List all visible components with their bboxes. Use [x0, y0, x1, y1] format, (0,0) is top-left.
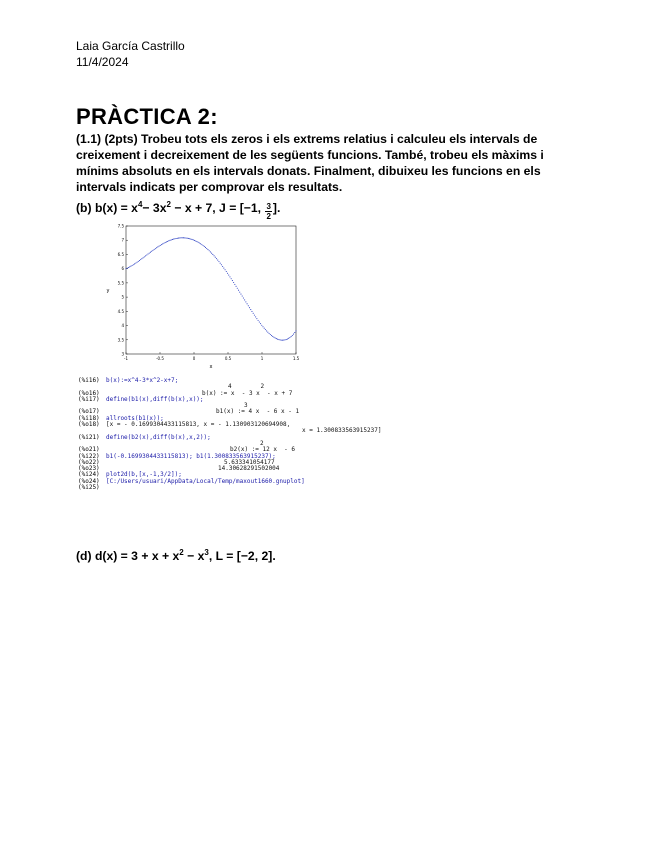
plot-point [242, 296, 243, 297]
plot-point [231, 278, 232, 279]
plot-point [280, 339, 281, 340]
maxima-line-label: (%o17) [78, 408, 100, 416]
maxima-input: allroots(b1(x)); [106, 414, 164, 422]
plot-point [156, 247, 157, 248]
plot-point [240, 294, 241, 295]
problem-statement: (1.1) (2pts) Trobeu tots els zeros i els extrems relatius i calculeu els intervals de creixement i decreixement de les següents funcions. També, trobeu els màxims i mínims absoluts en els intervals donats. Finalment, dibuixeu les funcions en els intervals indicats per comprovar els resultats. [76, 132, 544, 194]
maxima-line [78, 485, 598, 491]
plot-point [205, 247, 206, 248]
plot-point [212, 254, 213, 255]
maxima-line-label: (%o24) [78, 477, 100, 485]
y-tick-label: 4 [121, 323, 124, 329]
item-d-statement [76, 548, 276, 563]
plot-point [223, 268, 224, 269]
plot-point [292, 335, 293, 336]
maxima-line-label: (%i24) [78, 471, 100, 479]
plot-point [178, 238, 179, 239]
maxima-line-label: (%i22) [78, 452, 100, 460]
plot-point [206, 248, 207, 249]
item-b-term-3x: − 3x [142, 201, 167, 215]
plot-point [258, 320, 259, 321]
plot-point [189, 238, 190, 239]
plot-point [138, 261, 139, 262]
x-tick-label: 0.5 [224, 356, 232, 361]
plot-point [287, 338, 288, 339]
plot-point [284, 339, 285, 340]
plot-point [199, 242, 200, 243]
plot-point [265, 329, 266, 330]
plot-point [179, 237, 180, 238]
plot-point [147, 254, 148, 255]
plot-point [157, 246, 158, 247]
plot-point [129, 266, 130, 267]
maxima-line-label: (%i17) [78, 395, 100, 403]
y-tick-label: 7 [121, 237, 124, 243]
plot-point [278, 339, 279, 340]
y-tick-label: 7.5 [117, 223, 124, 229]
plot-point [245, 301, 246, 302]
plot-point [130, 266, 131, 267]
item-d-term-x: − x [183, 549, 205, 563]
x-tick-label: -1 [124, 356, 128, 361]
x-axis-label: x [209, 364, 213, 370]
plot-point [127, 268, 128, 269]
plot-point [218, 261, 219, 262]
plot-point [215, 257, 216, 258]
plot-point [177, 238, 178, 239]
plot-point [139, 260, 140, 261]
plot-point [222, 266, 223, 267]
item-b-prefix: (b) b(x) = x [76, 201, 138, 215]
maxima-exponent-line: 4 2 [228, 383, 265, 391]
plot-point [136, 262, 137, 263]
plot-point [234, 284, 235, 285]
plot-point [227, 273, 228, 274]
maxima-session [78, 378, 598, 491]
plot-point [204, 246, 205, 247]
fraction-denominator: 2 [266, 212, 271, 221]
plot-point [293, 334, 294, 335]
plot-point [163, 243, 164, 244]
plot-point [225, 269, 226, 270]
plot-point [269, 333, 270, 334]
plot-point [194, 240, 195, 241]
plot-point [256, 318, 257, 319]
plot-point [244, 299, 245, 300]
item-b-suffix: ]. [272, 201, 281, 215]
plot-point [209, 250, 210, 251]
plot-point [198, 242, 199, 243]
maxima-output: b2(x) := 12 x - 6 [230, 446, 296, 454]
plot-point [211, 253, 212, 254]
plot-point [195, 240, 196, 241]
item-b-exponent-2: 2 [166, 200, 171, 209]
plot-point [152, 250, 153, 251]
plot-point [154, 249, 155, 250]
plot-point [160, 245, 161, 246]
plot-point [255, 316, 256, 317]
plot-point [275, 337, 276, 338]
item-b-statement [76, 200, 280, 221]
plot-point [162, 243, 163, 244]
plot-point [167, 241, 168, 242]
plot-point [238, 290, 239, 291]
plot-point [229, 276, 230, 277]
plot-point [171, 239, 172, 240]
plot-point [232, 280, 233, 281]
x-tick-label: -0.5 [156, 356, 164, 361]
plot-point [132, 265, 133, 266]
plot-point [254, 315, 255, 316]
plot-point [291, 336, 292, 337]
plot-point [158, 246, 159, 247]
plot-point [276, 338, 277, 339]
y-tick-label: 3.5 [117, 337, 124, 343]
plot-point [133, 264, 134, 265]
maxima-input: b(x):=x^4-3*x^2-x+7; [106, 377, 179, 384]
plot-point [183, 237, 184, 238]
x-tick-label: 1.5 [292, 356, 300, 361]
y-tick-label: 4.5 [117, 308, 124, 314]
plot-point [128, 267, 129, 268]
plot-point [200, 243, 201, 244]
maxima-line-label: (%o16) [78, 389, 100, 397]
plot-point [165, 242, 166, 243]
plot-point [196, 241, 197, 242]
plot-point [267, 332, 268, 333]
plot-point [151, 251, 152, 252]
plot-point [144, 256, 145, 257]
plot-point [264, 328, 265, 329]
plot-point [262, 326, 263, 327]
plot-point [176, 238, 177, 239]
plot-point [226, 271, 227, 272]
maxima-input: define(b2(x),diff(b(x),x,2)); [106, 433, 211, 441]
item-d-exponent-3: 3 [204, 548, 209, 557]
plot-point [266, 330, 267, 331]
plot-point [184, 237, 185, 238]
plot-point [289, 337, 290, 338]
plot-point [260, 323, 261, 324]
plot-point [140, 259, 141, 260]
plot-point [247, 303, 248, 304]
plot-point [172, 239, 173, 240]
plot-point [174, 238, 175, 239]
plot-point [203, 245, 204, 246]
plot-point [193, 239, 194, 240]
plot-point [146, 254, 147, 255]
plot-point [243, 297, 244, 298]
maxima-output: 14.30628291502004 [218, 465, 280, 473]
maxima-line-label: (%i18) [78, 414, 100, 422]
plot-point [273, 337, 274, 338]
y-tick-label: 3 [121, 351, 124, 357]
plot-point [150, 252, 151, 253]
plot-point [182, 237, 183, 238]
plot-point [149, 253, 150, 254]
maxima-exponent-line: 3 [244, 402, 248, 410]
maxima-output: b(x) := x - 3 x - x + 7 [202, 389, 293, 397]
plot-point [143, 257, 144, 258]
y-tick-label: 5 [121, 294, 124, 300]
plot-point [253, 313, 254, 314]
document-date: 11/4/2024 [76, 55, 129, 69]
maxima-line-label: (%o23) [78, 465, 100, 473]
plot-point [237, 288, 238, 289]
plot-point [286, 339, 287, 340]
plot-point [168, 240, 169, 241]
plot-point [288, 338, 289, 339]
x-tick-label: 0 [192, 356, 196, 361]
y-tick-label: 6 [121, 266, 124, 272]
page-title: PRÀCTICA 2: [76, 104, 218, 129]
plot-point [261, 325, 262, 326]
plot-point [207, 249, 208, 250]
function-plot [100, 222, 305, 370]
maxima-output: b1(x) := 4 x - 6 x - 1 [216, 408, 300, 416]
plot-point [190, 239, 191, 240]
plot-point [210, 251, 211, 252]
plot-point [217, 260, 218, 261]
plot-point [216, 258, 217, 259]
maxima-output: 5.633341054177 [224, 458, 275, 466]
plot-point [191, 239, 192, 240]
plot-point [270, 334, 271, 335]
maxima-output: x = 1.300833563915237] [302, 427, 382, 435]
plot-point [249, 307, 250, 308]
plot-point [134, 263, 135, 264]
plot-point [221, 264, 222, 265]
author-name: Laia García Castrillo [76, 39, 185, 53]
y-tick-label: 6.5 [117, 251, 124, 257]
plot-point [248, 305, 249, 306]
plot-point [145, 255, 146, 256]
maxima-output: [x = - 0.1699304433115813, x = - 1.130903120694908, [106, 421, 291, 429]
item-d-suffix: , L = [−2, 2]. [208, 549, 276, 563]
plot-point [271, 335, 272, 336]
plot-points [125, 237, 296, 340]
item-d-prefix: (d) d(x) = 3 + x + x [76, 549, 180, 563]
maxima-input: define(b1(x),diff(b(x),x)); [106, 395, 204, 403]
plot-point [180, 237, 181, 238]
maxima-input: b1(-0.1699304433115813); b1(1.300833563915237); [106, 452, 276, 460]
y-axis-label: y [106, 288, 110, 294]
plot-point [220, 263, 221, 264]
maxima-line-label: (%o21) [78, 446, 100, 454]
plot-point [187, 238, 188, 239]
plot-point [281, 340, 282, 341]
plot-point [251, 311, 252, 312]
plot-point [250, 309, 251, 310]
plot-point [161, 244, 162, 245]
maxima-input: [C:/Users/usuari/AppData/Local/Temp/maxout1660.gnuplot] [106, 477, 305, 485]
plot-point [282, 340, 283, 341]
plot-point [233, 282, 234, 283]
y-tick-label: 5.5 [117, 280, 124, 286]
maxima-line-label: (%i16) [78, 377, 100, 384]
maxima-line-label: (%i21) [78, 433, 100, 441]
item-d-exponent-2: 2 [179, 548, 184, 557]
plot-point [173, 239, 174, 240]
plot-point [185, 237, 186, 238]
plot-point [283, 340, 284, 341]
plot-point [272, 336, 273, 337]
x-tick-label: 1 [260, 356, 264, 361]
plot-point [155, 248, 156, 249]
plot-ticks [118, 224, 300, 362]
maxima-line-label: (%o18) [78, 421, 100, 429]
plot-point [295, 330, 296, 331]
plot-point [135, 263, 136, 264]
plot-point [125, 268, 126, 269]
plot-point [259, 322, 260, 323]
item-b-exponent-4: 4 [137, 200, 143, 209]
plot-point [239, 292, 240, 293]
plot-point [166, 241, 167, 242]
plot-point [214, 255, 215, 256]
fraction-three-halves [265, 202, 271, 221]
fraction-numerator: 3 [266, 202, 271, 211]
plot-point [169, 240, 170, 241]
plot-point [141, 258, 142, 259]
maxima-input: plot2d(b,[x,-1,3/2]); [106, 471, 182, 479]
plot-point [188, 238, 189, 239]
maxima-line-label: (%o22) [78, 458, 100, 466]
maxima-exponent-line: 2 [260, 439, 264, 447]
plot-point [294, 332, 295, 333]
plot-point [228, 275, 229, 276]
plot-point [201, 244, 202, 245]
plot-point [236, 286, 237, 287]
maxima-line-label: (%i25) [78, 484, 100, 492]
item-b-interval: − x + 7, J = [−1, [170, 201, 265, 215]
plot-point [277, 339, 278, 340]
